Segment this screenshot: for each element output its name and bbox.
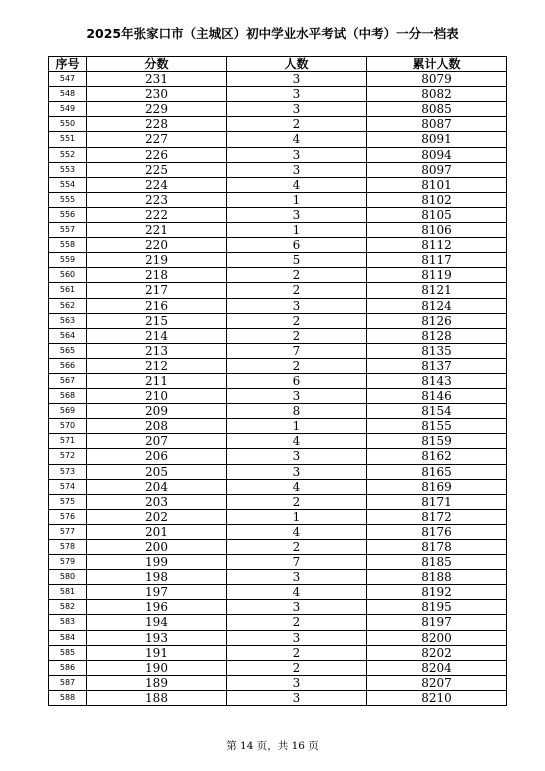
score-cell: 200: [87, 540, 227, 555]
table-row: [49, 404, 507, 419]
header-score: 分数: [87, 57, 227, 72]
table-row: [49, 615, 507, 630]
seq-cell: 565: [49, 343, 87, 358]
count-cell: 2: [227, 494, 367, 509]
score-cell: 199: [87, 555, 227, 570]
score-cell: 206: [87, 449, 227, 464]
count-cell: 5: [227, 253, 367, 268]
table-row: [49, 389, 507, 404]
score-cell: 207: [87, 434, 227, 449]
score-cell: 229: [87, 102, 227, 117]
seq-cell: 564: [49, 328, 87, 343]
cumulative-cell: 8105: [367, 207, 507, 222]
score-cell: 211: [87, 373, 227, 388]
count-cell: 6: [227, 373, 367, 388]
table-row: [49, 162, 507, 177]
table-header-row: [49, 57, 507, 72]
table-row: [49, 645, 507, 660]
count-cell: 4: [227, 177, 367, 192]
count-cell: 4: [227, 479, 367, 494]
seq-cell: 580: [49, 570, 87, 585]
score-cell: 228: [87, 117, 227, 132]
seq-cell: 552: [49, 147, 87, 162]
count-cell: 1: [227, 509, 367, 524]
seq-cell: 584: [49, 630, 87, 645]
seq-cell: 559: [49, 253, 87, 268]
header-count: 人数: [227, 57, 367, 72]
count-cell: 4: [227, 524, 367, 539]
table-row: [49, 132, 507, 147]
count-cell: 7: [227, 555, 367, 570]
score-cell: 216: [87, 298, 227, 313]
count-cell: 3: [227, 464, 367, 479]
cumulative-cell: 8192: [367, 585, 507, 600]
score-cell: 223: [87, 192, 227, 207]
cumulative-cell: 8178: [367, 540, 507, 555]
seq-cell: 582: [49, 600, 87, 615]
cumulative-cell: 8210: [367, 690, 507, 705]
count-cell: 2: [227, 268, 367, 283]
count-cell: 4: [227, 132, 367, 147]
seq-cell: 550: [49, 117, 87, 132]
score-cell: 209: [87, 404, 227, 419]
cumulative-cell: 8188: [367, 570, 507, 585]
seq-cell: 554: [49, 177, 87, 192]
score-cell: 205: [87, 464, 227, 479]
score-cell: 191: [87, 645, 227, 660]
seq-cell: 585: [49, 645, 87, 660]
seq-cell: 573: [49, 464, 87, 479]
table-row: [49, 268, 507, 283]
table-row: [49, 177, 507, 192]
table-row: [49, 449, 507, 464]
table-row: [49, 524, 507, 539]
cumulative-cell: 8146: [367, 389, 507, 404]
score-cell: 214: [87, 328, 227, 343]
seq-cell: 557: [49, 223, 87, 238]
table-row: [49, 207, 507, 222]
score-cell: 221: [87, 223, 227, 238]
seq-cell: 586: [49, 660, 87, 675]
count-cell: 3: [227, 675, 367, 690]
table-row: [49, 298, 507, 313]
seq-cell: 588: [49, 690, 87, 705]
table-row: [49, 464, 507, 479]
seq-cell: 567: [49, 373, 87, 388]
table-row: [49, 600, 507, 615]
seq-cell: 575: [49, 494, 87, 509]
cumulative-cell: 8137: [367, 358, 507, 373]
count-cell: 2: [227, 615, 367, 630]
score-cell: 210: [87, 389, 227, 404]
score-cell: 193: [87, 630, 227, 645]
table-row: [49, 192, 507, 207]
table-row: [49, 343, 507, 358]
table-row: [49, 570, 507, 585]
table-row: [49, 494, 507, 509]
count-cell: 3: [227, 600, 367, 615]
score-cell: 231: [87, 72, 227, 87]
cumulative-cell: 8102: [367, 192, 507, 207]
count-cell: 3: [227, 162, 367, 177]
score-cell: 225: [87, 162, 227, 177]
score-cell: 217: [87, 283, 227, 298]
table-body: [49, 72, 507, 706]
cumulative-cell: 8087: [367, 117, 507, 132]
table-row: [49, 223, 507, 238]
score-cell: 194: [87, 615, 227, 630]
table-row: [49, 630, 507, 645]
count-cell: 3: [227, 102, 367, 117]
cumulative-cell: 8091: [367, 132, 507, 147]
table-row: [49, 147, 507, 162]
cumulative-cell: 8085: [367, 102, 507, 117]
table-row: [49, 313, 507, 328]
seq-cell: 563: [49, 313, 87, 328]
cumulative-cell: 8097: [367, 162, 507, 177]
cumulative-cell: 8112: [367, 238, 507, 253]
count-cell: 3: [227, 690, 367, 705]
table-row: [49, 283, 507, 298]
cumulative-cell: 8121: [367, 283, 507, 298]
count-cell: 1: [227, 223, 367, 238]
cumulative-cell: 8207: [367, 675, 507, 690]
score-cell: 212: [87, 358, 227, 373]
cumulative-cell: 8195: [367, 600, 507, 615]
count-cell: 6: [227, 238, 367, 253]
cumulative-cell: 8124: [367, 298, 507, 313]
seq-cell: 571: [49, 434, 87, 449]
seq-cell: 555: [49, 192, 87, 207]
cumulative-cell: 8176: [367, 524, 507, 539]
count-cell: 2: [227, 283, 367, 298]
score-cell: 204: [87, 479, 227, 494]
count-cell: 3: [227, 87, 367, 102]
cumulative-cell: 8197: [367, 615, 507, 630]
seq-cell: 560: [49, 268, 87, 283]
score-cell: 197: [87, 585, 227, 600]
seq-cell: 569: [49, 404, 87, 419]
cumulative-cell: 8135: [367, 343, 507, 358]
table-row: [49, 238, 507, 253]
score-cell: 201: [87, 524, 227, 539]
seq-cell: 551: [49, 132, 87, 147]
seq-cell: 558: [49, 238, 87, 253]
count-cell: 4: [227, 434, 367, 449]
count-cell: 3: [227, 147, 367, 162]
table-row: [49, 87, 507, 102]
count-cell: 1: [227, 192, 367, 207]
count-cell: 2: [227, 328, 367, 343]
cumulative-cell: 8202: [367, 645, 507, 660]
seq-cell: 568: [49, 389, 87, 404]
table-row: [49, 102, 507, 117]
table-row: [49, 509, 507, 524]
seq-cell: 549: [49, 102, 87, 117]
score-cell: 218: [87, 268, 227, 283]
cumulative-cell: 8165: [367, 464, 507, 479]
count-cell: 2: [227, 117, 367, 132]
table-row: [49, 358, 507, 373]
page-footer: 第 14 页，共 16 页: [226, 740, 319, 752]
score-cell: 208: [87, 419, 227, 434]
seq-cell: 547: [49, 72, 87, 87]
table-row: [49, 585, 507, 600]
cumulative-cell: 8172: [367, 509, 507, 524]
table-row: [49, 675, 507, 690]
count-cell: 3: [227, 389, 367, 404]
seq-cell: 570: [49, 419, 87, 434]
cumulative-cell: 8143: [367, 373, 507, 388]
count-cell: 2: [227, 358, 367, 373]
count-cell: 2: [227, 313, 367, 328]
score-cell: 190: [87, 660, 227, 675]
seq-cell: 576: [49, 509, 87, 524]
cumulative-cell: 8185: [367, 555, 507, 570]
table-row: [49, 373, 507, 388]
score-cell: 202: [87, 509, 227, 524]
cumulative-cell: 8200: [367, 630, 507, 645]
cumulative-cell: 8169: [367, 479, 507, 494]
count-cell: 2: [227, 645, 367, 660]
table-row: [49, 540, 507, 555]
seq-cell: 581: [49, 585, 87, 600]
score-cell: 226: [87, 147, 227, 162]
score-cell: 203: [87, 494, 227, 509]
count-cell: 4: [227, 585, 367, 600]
seq-cell: 578: [49, 540, 87, 555]
table-row: [49, 479, 507, 494]
score-cell: 220: [87, 238, 227, 253]
count-cell: 3: [227, 449, 367, 464]
cumulative-cell: 8101: [367, 177, 507, 192]
cumulative-cell: 8079: [367, 72, 507, 87]
cumulative-cell: 8154: [367, 404, 507, 419]
seq-cell: 574: [49, 479, 87, 494]
cumulative-cell: 8171: [367, 494, 507, 509]
table-row: [49, 72, 507, 87]
cumulative-cell: 8128: [367, 328, 507, 343]
table-row: [49, 690, 507, 705]
table-row: [49, 555, 507, 570]
count-cell: 3: [227, 72, 367, 87]
count-cell: 1: [227, 419, 367, 434]
count-cell: 7: [227, 343, 367, 358]
seq-cell: 583: [49, 615, 87, 630]
cumulative-cell: 8155: [367, 419, 507, 434]
cumulative-cell: 8126: [367, 313, 507, 328]
seq-cell: 566: [49, 358, 87, 373]
score-cell: 222: [87, 207, 227, 222]
table-row: [49, 253, 507, 268]
seq-cell: 577: [49, 524, 87, 539]
score-cell: 224: [87, 177, 227, 192]
score-cell: 213: [87, 343, 227, 358]
cumulative-cell: 8162: [367, 449, 507, 464]
table-row: [49, 660, 507, 675]
table-row: [49, 328, 507, 343]
seq-cell: 561: [49, 283, 87, 298]
cumulative-cell: 8117: [367, 253, 507, 268]
cumulative-cell: 8082: [367, 87, 507, 102]
count-cell: 8: [227, 404, 367, 419]
score-cell: 219: [87, 253, 227, 268]
score-cell: 230: [87, 87, 227, 102]
count-cell: 2: [227, 660, 367, 675]
count-cell: 3: [227, 570, 367, 585]
seq-cell: 548: [49, 87, 87, 102]
cumulative-cell: 8106: [367, 223, 507, 238]
score-cell: 198: [87, 570, 227, 585]
count-cell: 3: [227, 207, 367, 222]
cumulative-cell: 8094: [367, 147, 507, 162]
score-distribution-table: [48, 56, 507, 706]
score-cell: 227: [87, 132, 227, 147]
seq-cell: 587: [49, 675, 87, 690]
table-row: [49, 117, 507, 132]
score-cell: 189: [87, 675, 227, 690]
table-row: [49, 419, 507, 434]
count-cell: 3: [227, 298, 367, 313]
count-cell: 3: [227, 630, 367, 645]
cumulative-cell: 8159: [367, 434, 507, 449]
table-row: [49, 434, 507, 449]
seq-cell: 579: [49, 555, 87, 570]
score-cell: 196: [87, 600, 227, 615]
seq-cell: 572: [49, 449, 87, 464]
header-seq: 序号: [49, 57, 87, 72]
seq-cell: 562: [49, 298, 87, 313]
header-cumulative: 累计人数: [367, 57, 507, 72]
page-title: 2025年张家口市（主城区）初中学业水平考试（中考）一分一档表: [86, 26, 459, 41]
cumulative-cell: 8204: [367, 660, 507, 675]
seq-cell: 553: [49, 162, 87, 177]
count-cell: 2: [227, 540, 367, 555]
score-cell: 188: [87, 690, 227, 705]
seq-cell: 556: [49, 207, 87, 222]
score-cell: 215: [87, 313, 227, 328]
cumulative-cell: 8119: [367, 268, 507, 283]
